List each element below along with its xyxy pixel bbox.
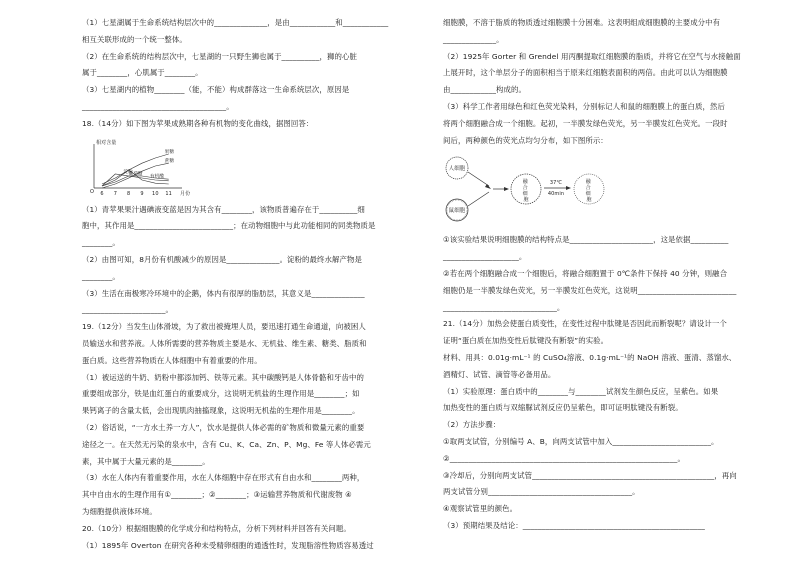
- text-line: 将两个细胞融合成一个细胞。起初，一半膜发绿色荧光，另一半膜发红色荧光。一段时: [443, 118, 728, 128]
- text-line: ③冷却后，分别向两支试管________________________________________________，再向: [443, 470, 737, 480]
- text-line: 属于________，心肌属于________。: [82, 68, 203, 78]
- question-19: [82, 322, 432, 517]
- fused-cell-label-part: 融: [585, 179, 591, 186]
- text-line: （3）预期结果及结论：________________________________________________: [443, 520, 705, 530]
- text-line: ______________________。: [82, 305, 173, 315]
- x-tick-label: 8: [127, 190, 131, 197]
- x-tick-label: 6: [100, 190, 104, 197]
- series-label: 葡萄糖: [128, 171, 143, 177]
- text-line: 加热变性的蛋白质与双缩脲试剂反应仍呈紫色，即可证明肽键没有断裂。: [443, 403, 683, 413]
- text-line: （1）被运送的牛奶、奶粉中都添加钙、铁等元素。其中碳酸钙是人体骨骼和牙齿中的: [82, 372, 364, 382]
- fused-cell-label-part: 细: [522, 191, 528, 198]
- text-line: 相互关联形成的一个统一整体。: [82, 34, 187, 44]
- text-line: ②____________________________________________________________。: [443, 453, 685, 463]
- text-line: （1）七星湖属于生命系统结构层次中的______________，是由____________和____________: [82, 18, 389, 27]
- fused-cell-label-part: 合: [585, 185, 591, 192]
- text-line: （1）实验原理：蛋白质中的________与________试剂发生颜色反应，呈紫色。如果: [443, 386, 719, 396]
- text-line: 20.（10分）根据细胞膜的化学成分和结构特点，分析下列材料并回答有关问题。: [82, 523, 351, 533]
- arrow-line: [468, 192, 489, 206]
- fused-cell-label-part: 胞: [523, 197, 529, 204]
- series-line-0: [102, 154, 169, 186]
- text-line: （3）生活在南极寒冷环境中的企鹅，体内有很厚的脂肪层，其意义是______________: [82, 288, 365, 298]
- text-line: 细胞膜，不溶于脂质的物质透过细胞膜十分困难。这表明组成细胞膜的主要成分中有: [443, 18, 721, 27]
- arrow-head-icon: [485, 184, 491, 189]
- text-line: 蛋白质。这些营养物质在人体细胞中有着重要的作用。: [82, 355, 262, 365]
- text-line: 21.（14分）加热会使蛋白质变性，在变性过程中肽键是否因此而断裂呢？请设计一个: [443, 319, 727, 329]
- organic-matter-chart: [82, 136, 432, 201]
- left-column: [82, 18, 432, 557]
- text-line: 胞中，其作用是__________________________；在动物细胞中与此功能相同的同类物质是: [82, 221, 376, 231]
- text-line: ________。: [82, 238, 120, 248]
- text-line: 重要组成部分，铁是血红蛋白的重要成分，这说明无机盐的生理作用是________；如: [82, 389, 360, 399]
- text-line: （1）青苹果果汁遇碘液变蓝是因为其含有________，该物质普遍存在于__________细: [82, 204, 365, 214]
- fused-cell-label-part: 合: [522, 185, 528, 192]
- text-line: （2）在生命系统的结构层次中，七星湖的一只野生狮也属于__________，狮的心脏: [82, 51, 357, 61]
- x-tick-label: 9: [140, 190, 144, 197]
- condition-temp: 37℃: [549, 180, 563, 187]
- text-line: ④观察试管里的颜色。: [443, 504, 518, 514]
- question-20-continued: [443, 18, 793, 313]
- text-line: 其中自由水的生理作用有①________；②________；③运输营养物质和代谢废物 ④: [82, 490, 352, 500]
- text-line: 证明“蛋白质在加热变性后肽键没有断裂”的实验。: [443, 336, 609, 346]
- text-line: 细胞仍是一半膜发绿色荧光，另一半膜发红色荧光，这说明__________________________: [443, 285, 737, 295]
- text-line: ①该实验结果说明细胞膜的结构特点是______________________，这是依据__________: [443, 235, 729, 245]
- x-axis-label: 月份: [180, 190, 191, 197]
- question-18: [82, 119, 432, 316]
- human-cell-label: 人细胞: [448, 166, 466, 173]
- text-line: 由____________构成的。: [443, 85, 526, 95]
- text-line: 19.（12分）当发生山体滑坡，为了救出被掩埋人员，要迅速打通生命通道，向被困人: [82, 322, 366, 332]
- y-axis-label: 相对含量: [96, 139, 117, 146]
- cell-fusion-diagram: [443, 152, 793, 231]
- text-line: （2）1925年 Gorter 和 Grendel 用丙酮提取红细胞膜的脂质，并将它在空气与水接触面: [443, 51, 741, 61]
- fused-cell-label-part: 胞: [586, 197, 592, 204]
- arrow-head-icon: [504, 187, 509, 191]
- text-line: 途径之一。在天然无污染的泉水中，含有 Cu、K、Ca、Zn、P、Mg、Fe 等人体必需元: [82, 439, 371, 449]
- text-line: ______________。: [443, 34, 504, 44]
- text-line: 酒精灯、试管、滴管等必备用品。: [443, 369, 556, 379]
- chart-svg: [82, 136, 202, 198]
- fused-cell-label-part: 细: [585, 191, 591, 198]
- origin-label: O: [90, 188, 95, 195]
- text-line: （3）科学工作者用绿色和红色荧光染料，分别标记人和鼠的细胞膜上的蛋白质，然后: [443, 101, 725, 111]
- text-line: 果钙离子的含量太低，会出现肌肉抽搐现象，这说明无机盐的生理作用是________。: [82, 406, 360, 416]
- text-line: ①取两支试管，分别编号 A、B，向两支试管中加入__________________________。: [443, 436, 719, 446]
- text-line: 间后，两种颜色的荧光点均匀分布，如下图所示：: [443, 135, 608, 145]
- text-line: ________。: [82, 271, 120, 281]
- text-line: （3）七星湖内的植物________（能，不能）构成群落这一生命系统层次，原因是: [82, 85, 350, 95]
- text-line: 为细胞提供液体环境。: [82, 506, 157, 516]
- text-line: ②若在两个细胞融合成一个细胞后，将融合细胞置于 0℃条件下保持 40 分钟，则融合: [443, 268, 728, 278]
- fused-cell-after-label: [586, 178, 593, 203]
- text-line: 员输送水和营养液。人体所需要的营养物质主要是水、无机盐、维生素、糖类、脂质和: [82, 338, 367, 348]
- question-17-continued: [82, 18, 432, 112]
- condition-time: 40min: [547, 191, 565, 198]
- text-line: ______________________________________。: [82, 101, 234, 111]
- mouse-cell-label: 鼠细胞: [448, 208, 466, 215]
- question-20: [82, 524, 432, 551]
- text-line: （2）方法步骤：: [443, 420, 501, 430]
- fused-cell-label-part: 融: [522, 179, 528, 186]
- text-line: （2）由图可知，8月份有机酸减少的原因是______________。淀粉的最终水解产物是: [82, 254, 362, 264]
- series-label: 淀粉: [123, 169, 133, 175]
- text-line: ______________________________。: [443, 302, 565, 312]
- text-line: 两支试管分别______________________________________。: [443, 487, 640, 497]
- text-line: 上展开时，这个单层分子的面积相当于原来红细胞表面积的两倍。由此可以认为细胞膜: [443, 68, 728, 78]
- x-tick-label: 10: [152, 190, 159, 197]
- arrow-head-icon: [566, 186, 571, 190]
- arrow-line: [468, 172, 489, 186]
- text-line: （2）俗话说，“一方水土养一方人”，饮水是提供人体必需的矿物质和微量元素的重要: [82, 422, 365, 432]
- series-label: 果糖: [164, 149, 175, 155]
- text-line: （3）水在人体内有着重要作用，水在人体细胞中存在形式有自由水和________两种，: [82, 473, 365, 483]
- question-21: [443, 319, 793, 531]
- text-line: 素，其中属于大量元素的是________。: [82, 456, 210, 466]
- fusion-svg: [443, 152, 613, 228]
- fused-cell-label: [523, 178, 530, 203]
- question-18-header: 18.（14分）如下图为苹果成熟期各种有机物的变化曲线，据图回答：: [82, 118, 314, 128]
- x-tick-label: 11: [165, 190, 172, 197]
- right-column: [443, 18, 793, 538]
- text-line: 材料、用具：0.01g·mL⁻¹ 的 CuSO₄溶液、0.1g·mL⁻¹的 NaOH 溶液、蛋清、蒸馏水、: [443, 352, 737, 362]
- text-line: （1）1895年 Overton 在研究各种未受精卵细胞的通透性时，发现脂溶性物质容易透过: [82, 540, 374, 550]
- text-line: ____________________。: [443, 252, 527, 262]
- series-label: 蔗糖: [164, 158, 175, 164]
- series-label: 有机酸: [150, 174, 165, 180]
- x-tick-label: 7: [113, 190, 117, 197]
